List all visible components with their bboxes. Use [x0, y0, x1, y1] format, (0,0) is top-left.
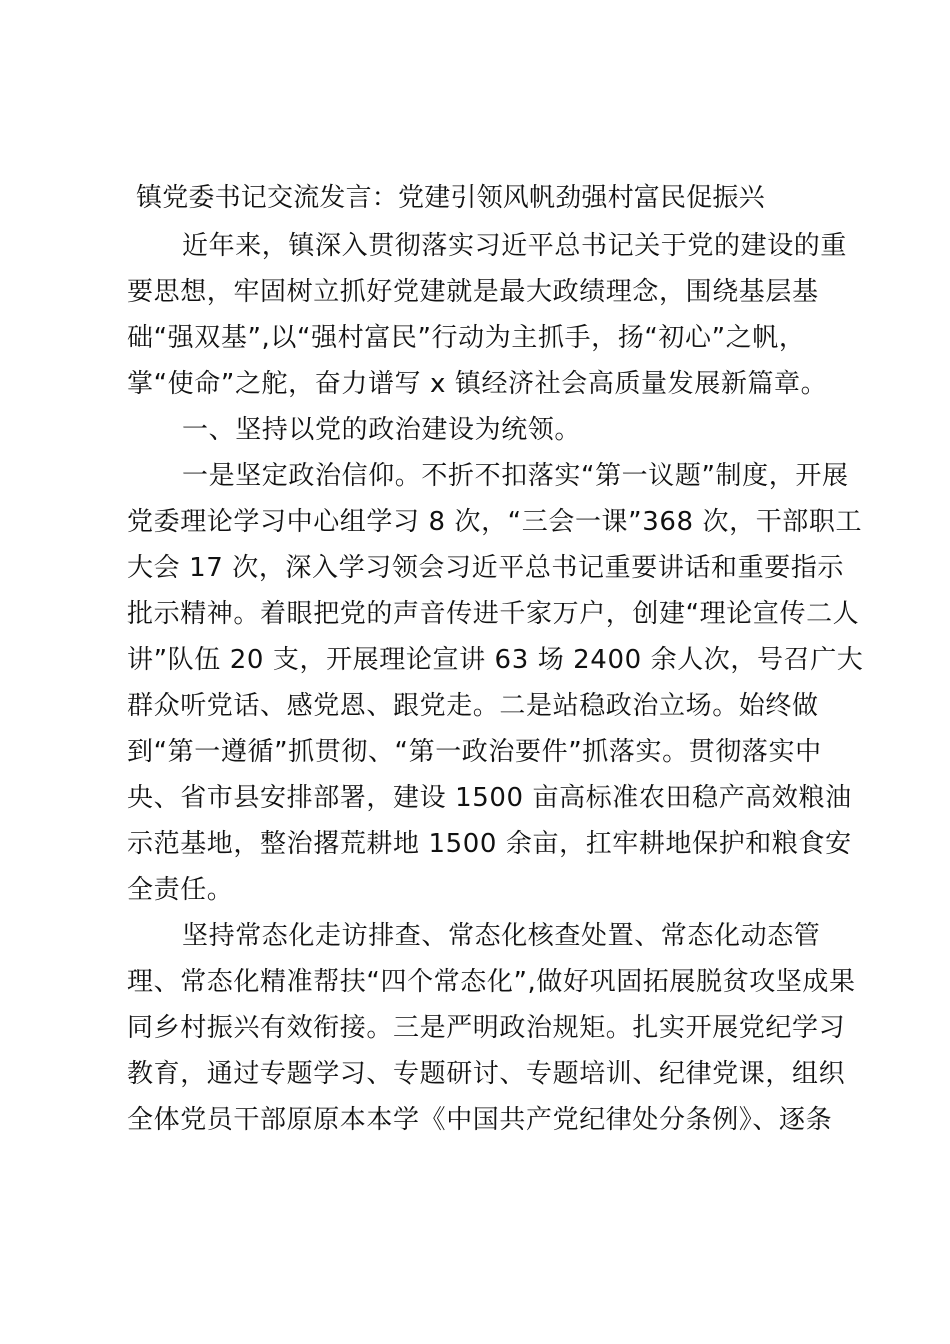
paragraph-line: 示范基地，整治撂荒耕地 1500 余亩，扛牢耕地保护和粮食安	[127, 829, 852, 859]
paragraph-line: 同乡村振兴有效衔接。三是严明政治规矩。扎实开展党纪学习	[127, 1013, 846, 1043]
paragraph-line: 理、常态化精准帮扶“四个常态化”,做好巩固拓展脱贫攻坚成果	[127, 967, 856, 997]
paragraph-line: 全体党员干部原原本本学《中国共产党纪律处分条例》、逐条	[127, 1105, 833, 1135]
paragraph-line: 坚持常态化走访排查、常态化核查处置、常态化动态管	[182, 921, 821, 951]
section-heading: 一、坚持以党的政治建设为统领。	[182, 415, 582, 445]
paragraph-line: 础“强双基”,以“强村富民”行动为主抓手，扬“初心”之帆，	[127, 323, 806, 353]
paragraph-line: 讲”队伍 20 支，开展理论宣讲 63 场 2400 余人次，号召广大	[127, 645, 864, 675]
paragraph-line: 大会 17 次，深入学习领会习近平总书记重要讲话和重要指示	[127, 553, 845, 583]
paragraph-line: 近年来，镇深入贯彻落实习近平总书记关于党的建设的重	[182, 231, 848, 261]
paragraph-line: 到“第一遵循”抓贯彻、“第一政治要件”抓落实。贯彻落实中	[127, 737, 822, 767]
paragraph-line: 批示精神。着眼把党的声音传进千家万户，创建“理论宣传二人	[127, 599, 860, 629]
document-title: 镇党委书记交流发言：党建引领风帆劲强村富民促振兴	[136, 183, 765, 213]
paragraph-line: 教育，通过专题学习、专题研讨、专题培训、纪律党课，组织	[127, 1059, 846, 1089]
paragraph-line: 群众听党话、感党恩、跟党走。二是站稳政治立场。始终做	[127, 691, 819, 721]
paragraph-line: 掌“使命”之舵，奋力谱写 x 镇经济社会高质量发展新篇章。	[127, 369, 828, 399]
paragraph-line: 党委理论学习中心组学习 8 次，“三会一课”368 次，干部职工	[127, 507, 863, 537]
paragraph-line: 要思想，牢固树立抓好党建就是最大政绩理念，围绕基层基	[127, 277, 819, 307]
paragraph-line: 全责任。	[127, 875, 234, 905]
paragraph-line: 一是坚定政治信仰。不折不扣落实“第一议题”制度，开展	[182, 461, 849, 491]
paragraph-line: 央、省市县安排部署，建设 1500 亩高标准农田稳产高效粮油	[127, 783, 852, 813]
